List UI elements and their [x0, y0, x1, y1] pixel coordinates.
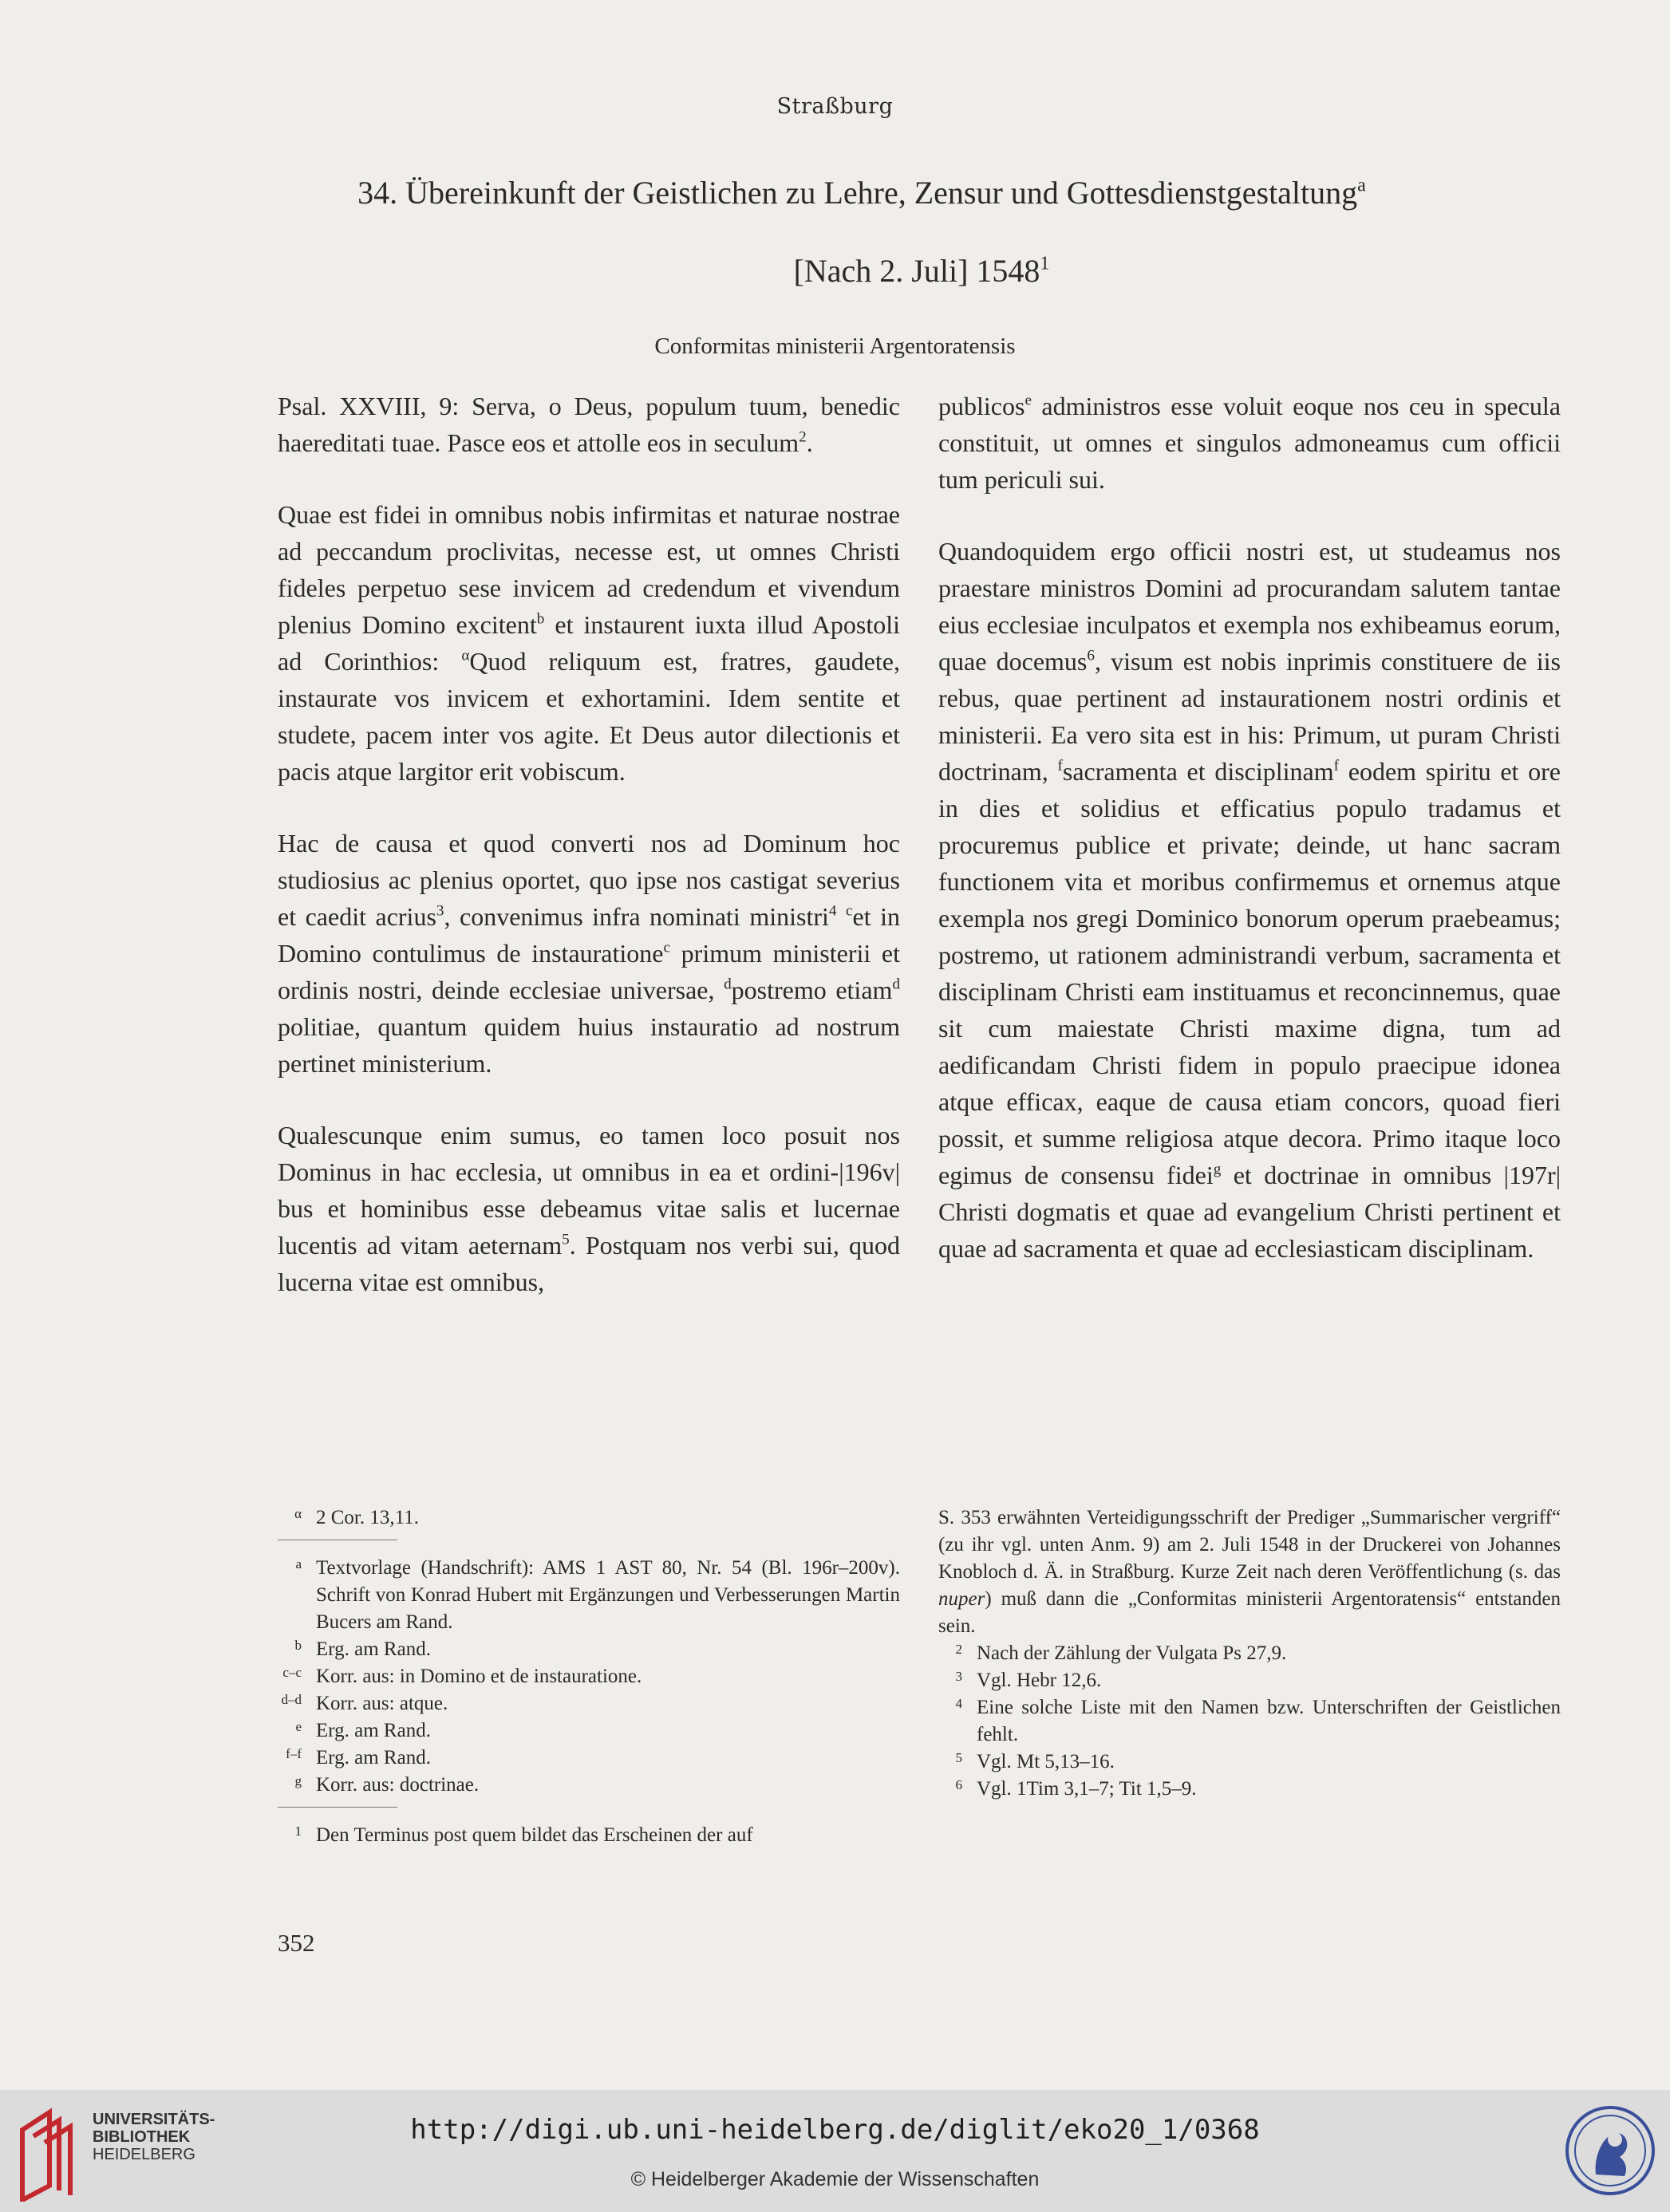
footnote-text: Textvorlage (Handschrift): AMS 1 AST 80, Nr. 54 (Bl. 196r–200v). Schrift von Konrad Hubert mit Ergänzungen und Verbesserungen Martin Bucers am Rand. — [316, 1557, 900, 1633]
paragraph-text: Psal. XXVIII, 9: Serva, o Deus, populum tuum, benedic haereditati tuae. Pasce eos et attolle eos in seculum — [278, 392, 900, 457]
footnote-text: Eine solche Liste mit den Namen bzw. Unterschriften der Geistlichen fehlt. — [977, 1697, 1561, 1745]
academy-seal-icon[interactable] — [1564, 2104, 1656, 2197]
paragraph-text: primum ministerii et ordinis nostri, deinde ecclesiae universae, — [278, 939, 901, 1004]
footnote-mark: 5 — [955, 1750, 962, 1765]
footnote-letter — [278, 1717, 900, 1745]
footnote-letter — [278, 1663, 900, 1690]
footnote-text: Korr. aus: atque. — [316, 1693, 448, 1714]
footnote-alpha — [278, 1504, 900, 1532]
footnote-text: Vgl. Hebr 12,6. — [977, 1670, 1102, 1691]
paragraph-qualescunque — [278, 1117, 900, 1300]
paragraph-text — [836, 902, 846, 931]
footnote-numeric — [938, 1749, 1561, 1776]
footnote-ref: c — [663, 939, 671, 956]
footnote-ref: f — [1333, 757, 1340, 775]
paragraph-text: . — [806, 428, 813, 457]
footnote-numeric — [938, 1667, 1561, 1694]
paragraph-text: . Postquam nos verbi sui, quod lucerna vitae est omnibus, — [278, 1231, 901, 1296]
footnote-mark: e — [295, 1719, 302, 1734]
footnote-text: Erg. am Rand. — [316, 1747, 431, 1768]
footnote-text: Korr. aus: in Domino et de instauratione. — [316, 1666, 642, 1687]
text-column-right — [938, 388, 1561, 1267]
footnote-text: Erg. am Rand. — [316, 1638, 431, 1660]
footnote-italic: nuper — [938, 1588, 985, 1610]
paragraph-text: sacramenta et disciplinam — [1062, 757, 1334, 786]
footnote-numeric — [938, 1640, 1561, 1667]
footnote-text-part: ) muß dann die „Conformitas ministerii Argentoratensis“ entstanden sein. — [938, 1588, 1561, 1637]
footnotes-left — [278, 1504, 900, 1849]
footnote-ref: e — [1025, 392, 1032, 409]
footnote-ref: 6 — [1087, 647, 1095, 664]
paragraph-fidei — [278, 496, 900, 790]
footnote-separator — [278, 1807, 397, 1808]
paragraph-publicos — [938, 388, 1561, 498]
footnote-mark: a — [295, 1556, 302, 1571]
footnote-mark: f–f — [286, 1746, 302, 1761]
paragraph-text: administros esse voluit eoque nos ceu in specula constituit, ut omnes et singulos admoneamus cum officii tum periculi sui. — [938, 392, 1561, 494]
footnote-text-part: S. 353 erwähnten Verteidigungsschrift der Prediger „Summarischer vergriff“ (zu ihr vgl. unten Anm. 9) am 2. Juli 1548 in der Druckerei von Johannes Knobloch d. Ä. in Straßburg. Kurze Zeit nach deren Veröffentlichung (s. das — [938, 1507, 1561, 1583]
footnote-text — [938, 1504, 1561, 1640]
footnote-letter — [278, 1772, 900, 1799]
dateline — [0, 252, 1670, 290]
footnote-ref: 4 — [828, 902, 837, 920]
footnote-text: Korr. aus: doctrinae. — [316, 1774, 480, 1796]
footnotes-right — [938, 1504, 1561, 1803]
footnote-mark: d–d — [281, 1692, 302, 1707]
paragraph-text: politiae, quantum quidem huius instauratio ad nostrum pertinet ministerium. — [278, 1012, 900, 1078]
text-column-left — [278, 388, 900, 1300]
footnote-mark: 3 — [955, 1669, 962, 1684]
paragraph-text: et instaurent iuxta illud Apostoli ad Corinthios: — [278, 610, 901, 676]
paragraph-text: et in Domino contulimus de instauratione — [278, 902, 901, 968]
footnote-ref: d — [892, 976, 901, 993]
footnote-numeric — [278, 1822, 900, 1849]
footnote-letter — [278, 1745, 900, 1772]
footnote-mark: 6 — [955, 1777, 962, 1792]
footnote-letter — [278, 1690, 900, 1717]
paragraph-text: , visum est nobis inprimis constituere de iis rebus, quae pertinent ad instaurationem nostri ordinis et ministerii. Ea vero sita est in his: Primum, ut puram Christi doctrinam, — [938, 647, 1561, 786]
paragraph-text: Quod reliquum est, fratres, gaudete, instaurate vos invicem et exhortamini. Idem sentite et studete, pacem inter vos agite. Et Deus autor dilectionis et pacis atque largitor erit vobiscum. — [278, 647, 901, 786]
footnote-mark: b — [294, 1638, 302, 1653]
footnote-mark: 2 — [955, 1642, 962, 1657]
library-name-line: BIBLIOTHEK — [93, 2128, 191, 2146]
footnote-mark: 4 — [955, 1696, 962, 1711]
document-subtitle: Conformitas ministerii Argentoratensis — [654, 333, 1016, 359]
footnote-letter — [278, 1555, 900, 1636]
library-name-line: UNIVERSITÄTS- — [93, 2111, 215, 2128]
paragraph-text: Qualescunque enim sumus, eo tamen loco posuit nos Dominus in hac ecclesia, ut omnibus in ea et ordini-|196v| bus et hominibus esse debeamus vitae salis et lucernae lucentis ad vitam aeternam — [278, 1121, 900, 1260]
paragraph-quandoquidem — [938, 533, 1561, 1267]
footnote-ref: g — [1213, 1161, 1222, 1178]
copyright-notice: © Heidelberger Akademie der Wissenschaften — [630, 2168, 1040, 2190]
permalink-url[interactable]: http://digi.ub.uni-heidelberg.de/diglit/eko20_1/0368 — [410, 2114, 1260, 2146]
library-name-line: HEIDELBERG — [93, 2146, 195, 2163]
footnote-text: Nach der Zählung der Vulgata Ps 27,9. — [977, 1642, 1287, 1664]
footnote-ref: d — [724, 976, 732, 993]
document-title — [239, 174, 1484, 211]
footnote-ref: b — [536, 610, 545, 628]
footnote-ref: 2 — [799, 428, 807, 446]
footnote-text: Erg. am Rand. — [316, 1720, 431, 1741]
footnote-text: 2 Cor. 13,11. — [316, 1507, 419, 1528]
paragraph-text: Hac de causa et quod converti nos ad Dominum hoc studiosius ac plenius oportet, quo ipse nos castigat severius et caedit acrius — [278, 829, 900, 931]
footnote-text: Vgl. 1Tim 3,1–7; Tit 1,5–9. — [977, 1778, 1197, 1800]
footnote-letter — [278, 1636, 900, 1663]
paragraph-text: et doctrinae in omnibus |197r| Christi dogmatis et quae ad evangelium Christi pertinent et quae ad sacramenta et quae ad ecclesiasticam disciplinam. — [938, 1161, 1561, 1263]
footnote-mark: α — [294, 1506, 302, 1521]
viewer-footer — [0, 2090, 1670, 2212]
paragraph-text: Quae est fidei in omnibus nobis infirmitas et naturae nostrae ad peccandum proclivitas, necesse est, ut omnes Christi fideles perpetuo sese invicem ad credendum et vivendum plenius Domino excitent — [278, 500, 900, 639]
paragraph-text: publicos — [938, 392, 1025, 420]
paragraph-text: Quandoquidem ergo officii nostri est, ut studeamus nos praestare ministros Domini ad procurandam salutem tantae eius ecclesiae inculpatos et exempla nos exhibeamus eorum, quae docemus — [938, 537, 1561, 676]
title-text: 34. Übereinkunft der Geistlichen zu Lehre, Zensur und Gottesdienstgestaltung — [357, 175, 1358, 211]
paragraph-text: , convenimus infra nominati ministri — [444, 902, 829, 931]
footnote-ref: f — [1057, 757, 1063, 775]
footnote-ref: α — [461, 647, 470, 664]
footnote-ref: 3 — [436, 902, 444, 920]
footnote-numeric — [938, 1776, 1561, 1803]
paragraph-text: postremo etiam — [731, 976, 893, 1004]
footnote-mark: 1 — [294, 1824, 302, 1839]
footnote-continuation — [938, 1504, 1561, 1640]
footnote-text: Den Terminus post quem bildet das Erscheinen der auf — [316, 1824, 753, 1846]
dateline-text: [Nach 2. Juli] 1548 — [793, 253, 1040, 289]
footnote-numeric — [938, 1694, 1561, 1749]
footnote-text: Vgl. Mt 5,13–16. — [977, 1751, 1115, 1772]
title-note-mark: a — [1357, 175, 1366, 196]
footnote-mark: c–c — [282, 1665, 302, 1680]
running-head: Straßburg — [776, 94, 894, 119]
dateline-note-mark: 1 — [1040, 253, 1050, 274]
footnote-ref: c — [846, 902, 853, 920]
paragraph-psalm — [278, 388, 900, 461]
page-number: 352 — [278, 1929, 315, 1957]
paragraph-text: eodem spiritu et ore in dies et solidius et efficatius populo tradamus et procuremus publice et private; deinde, ut hanc sacram functionem vita et moribus confirmemus et ornemus atque exempla nos gregi Dominico bonorum operum praebeamus; postremo, ut rationem administrandi verbum, sacramenta et disciplinam Christi eam instituamus et reconcinnemus, quae sit cum maiestate Christi maxime digna, tum ad aedificandam Christi fidem in populo praecipue idonea atque efficax, eaque de causa etiam concors, quoad fieri possit, et summe religiosa atque decora. Primo itaque loco egimus de consensu fidei — [938, 757, 1561, 1189]
footnote-mark: g — [294, 1773, 302, 1788]
paragraph-hac-de-causa — [278, 825, 900, 1082]
footnote-ref: 5 — [562, 1231, 570, 1248]
